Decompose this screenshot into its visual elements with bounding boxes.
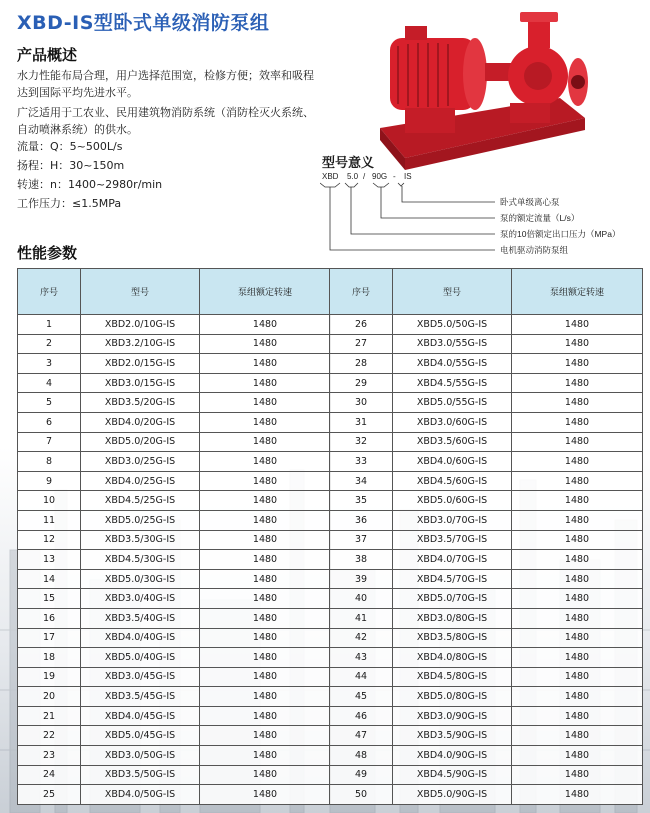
- overview-heading: 产品概述: [17, 46, 78, 64]
- cell-index: 39: [330, 569, 393, 589]
- table-row: [18, 687, 331, 707]
- cell-index: 37: [330, 530, 393, 550]
- cell-speed: 1480: [512, 628, 643, 648]
- table-row: [18, 726, 331, 746]
- table-row: [18, 510, 331, 530]
- cell-model: XBD5.0/90G-IS: [393, 785, 512, 805]
- cell-index: 22: [18, 726, 81, 746]
- cell-index: 45: [330, 687, 393, 707]
- cell-speed: 1480: [200, 510, 331, 530]
- cell-speed: 1480: [200, 608, 331, 628]
- cell-index: 41: [330, 608, 393, 628]
- spec-head: 扬程：H：30~150m: [17, 159, 125, 172]
- cell-model: XBD4.0/50G-IS: [81, 785, 200, 805]
- table-row: [330, 491, 643, 511]
- cell-speed: 1480: [200, 569, 331, 589]
- cell-model: XBD3.5/90G-IS: [393, 726, 512, 746]
- cell-speed: 1480: [512, 510, 643, 530]
- cell-speed: 1480: [512, 334, 643, 354]
- spec-speed: 转速：n：1400~2980r/min: [17, 178, 163, 191]
- cell-model: XBD5.0/50G-IS: [393, 315, 512, 335]
- cell-speed: 1480: [512, 432, 643, 452]
- table-row: [18, 765, 331, 785]
- cell-speed: 1480: [200, 412, 331, 432]
- cell-model: XBD2.0/10G-IS: [81, 315, 200, 335]
- table-row: [18, 550, 331, 570]
- col-header-model: 型号: [393, 269, 512, 315]
- cell-model: XBD5.0/70G-IS: [393, 589, 512, 609]
- meaning-pressure: 泵的10倍额定出口压力（MPa）: [500, 229, 621, 239]
- table-row: [330, 471, 643, 491]
- cell-model: XBD3.0/90G-IS: [393, 706, 512, 726]
- cell-index: 11: [18, 510, 81, 530]
- cell-speed: 1480: [512, 765, 643, 785]
- table-row: [18, 589, 331, 609]
- table-row: [330, 746, 643, 766]
- cell-speed: 1480: [200, 785, 331, 805]
- cell-model: XBD5.0/45G-IS: [81, 726, 200, 746]
- table-row: [330, 706, 643, 726]
- page-title: XBD-IS型卧式单级消防泵组: [17, 12, 270, 34]
- cell-index: 5: [18, 393, 81, 413]
- cell-index: 29: [330, 373, 393, 393]
- cell-index: 8: [18, 452, 81, 472]
- table-row: [330, 765, 643, 785]
- cell-index: 48: [330, 746, 393, 766]
- cell-model: XBD5.0/55G-IS: [393, 393, 512, 413]
- table-row: [330, 432, 643, 452]
- cell-model: XBD2.0/15G-IS: [81, 354, 200, 374]
- cell-index: 28: [330, 354, 393, 374]
- cell-model: XBD3.0/55G-IS: [393, 334, 512, 354]
- cell-speed: 1480: [200, 530, 331, 550]
- cell-index: 33: [330, 452, 393, 472]
- table-row: [18, 315, 331, 335]
- code-is: IS: [404, 172, 412, 181]
- spec-pressure: 工作压力：≤1.5MPa: [17, 197, 122, 210]
- cell-model: XBD3.0/70G-IS: [393, 510, 512, 530]
- table-row: [18, 432, 331, 452]
- cell-speed: 1480: [200, 687, 331, 707]
- table-row: [330, 687, 643, 707]
- code-flow: 5.0: [347, 172, 359, 181]
- table-row: [18, 530, 331, 550]
- table-row: [18, 569, 331, 589]
- col-header-index: 序号: [18, 269, 81, 315]
- table-row: [330, 530, 643, 550]
- cell-index: 36: [330, 510, 393, 530]
- table-row: [330, 785, 643, 805]
- cell-index: 27: [330, 334, 393, 354]
- cell-index: 9: [18, 471, 81, 491]
- cell-index: 2: [18, 334, 81, 354]
- cell-speed: 1480: [200, 706, 331, 726]
- model-meaning-heading: 型号意义: [322, 156, 375, 171]
- table-header-row: [330, 269, 643, 315]
- table-row: [18, 706, 331, 726]
- cell-speed: 1480: [200, 648, 331, 668]
- col-header-speed: 泵组额定转速: [512, 269, 643, 315]
- cell-speed: 1480: [200, 432, 331, 452]
- cell-index: 42: [330, 628, 393, 648]
- cell-model: XBD5.0/30G-IS: [81, 569, 200, 589]
- cell-model: XBD5.0/40G-IS: [81, 648, 200, 668]
- cell-index: 26: [330, 315, 393, 335]
- cell-model: XBD4.5/70G-IS: [393, 569, 512, 589]
- cell-speed: 1480: [512, 315, 643, 335]
- cell-speed: 1480: [512, 550, 643, 570]
- cell-model: XBD3.5/20G-IS: [81, 393, 200, 413]
- table-row: [18, 491, 331, 511]
- cell-model: XBD3.0/40G-IS: [81, 589, 200, 609]
- cell-speed: 1480: [512, 452, 643, 472]
- table-header-row: [18, 269, 331, 315]
- cell-speed: 1480: [512, 706, 643, 726]
- cell-model: XBD5.0/60G-IS: [393, 491, 512, 511]
- cell-model: XBD3.5/50G-IS: [81, 765, 200, 785]
- col-header-speed: 泵组额定转速: [200, 269, 331, 315]
- table-row: [330, 550, 643, 570]
- cell-model: XBD4.5/30G-IS: [81, 550, 200, 570]
- meaning-pump-type: 卧式单级离心泵: [500, 197, 560, 207]
- cell-model: XBD5.0/25G-IS: [81, 510, 200, 530]
- cell-index: 19: [18, 667, 81, 687]
- cell-model: XBD4.0/40G-IS: [81, 628, 200, 648]
- cell-speed: 1480: [512, 530, 643, 550]
- cell-model: XBD3.0/45G-IS: [81, 667, 200, 687]
- cell-index: 44: [330, 667, 393, 687]
- table-row: [330, 412, 643, 432]
- table-row: [18, 667, 331, 687]
- cell-index: 30: [330, 393, 393, 413]
- cell-speed: 1480: [200, 354, 331, 374]
- performance-table-right: [329, 268, 643, 805]
- cell-index: 47: [330, 726, 393, 746]
- cell-model: XBD3.0/80G-IS: [393, 608, 512, 628]
- code-dash: -: [393, 172, 396, 181]
- cell-index: 13: [18, 550, 81, 570]
- cell-model: XBD4.0/20G-IS: [81, 412, 200, 432]
- cell-index: 34: [330, 471, 393, 491]
- cell-index: 43: [330, 648, 393, 668]
- table-row: [18, 373, 331, 393]
- meaning-flow: 泵的额定流量（L/s）: [500, 213, 580, 223]
- cell-index: 46: [330, 706, 393, 726]
- cell-model: XBD3.2/10G-IS: [81, 334, 200, 354]
- cell-speed: 1480: [512, 373, 643, 393]
- table-row: [330, 373, 643, 393]
- table-row: [18, 746, 331, 766]
- cell-speed: 1480: [200, 452, 331, 472]
- table-row: [330, 667, 643, 687]
- cell-index: 23: [18, 746, 81, 766]
- table-row: [330, 726, 643, 746]
- cell-model: XBD4.0/80G-IS: [393, 648, 512, 668]
- code-slash: /: [363, 172, 366, 181]
- cell-model: XBD3.5/80G-IS: [393, 628, 512, 648]
- cell-model: XBD3.5/45G-IS: [81, 687, 200, 707]
- table-row: [330, 510, 643, 530]
- table-row: [18, 334, 331, 354]
- cell-model: XBD4.0/90G-IS: [393, 746, 512, 766]
- cell-speed: 1480: [200, 471, 331, 491]
- table-row: [18, 452, 331, 472]
- overview-paragraph-2: 广泛适用于工农业、民用建筑物消防系统（消防栓灭火系统、 自动喷淋系统）的供水。: [17, 106, 314, 136]
- cell-model: XBD4.0/25G-IS: [81, 471, 200, 491]
- cell-speed: 1480: [512, 726, 643, 746]
- table-row: [18, 628, 331, 648]
- cell-index: 25: [18, 785, 81, 805]
- table-row: [330, 354, 643, 374]
- table-row: [18, 471, 331, 491]
- cell-index: 49: [330, 765, 393, 785]
- table-row: [330, 569, 643, 589]
- cell-model: XBD4.0/55G-IS: [393, 354, 512, 374]
- meaning-motor: 电机驱动消防泵组: [500, 245, 569, 255]
- cell-index: 4: [18, 373, 81, 393]
- cell-index: 18: [18, 648, 81, 668]
- cell-model: XBD3.5/60G-IS: [393, 432, 512, 452]
- cell-index: 32: [330, 432, 393, 452]
- cell-speed: 1480: [200, 315, 331, 335]
- performance-table-left: [17, 268, 331, 805]
- cell-model: XBD3.5/30G-IS: [81, 530, 200, 550]
- cell-speed: 1480: [512, 648, 643, 668]
- cell-model: XBD4.0/60G-IS: [393, 452, 512, 472]
- overview-paragraph-1: 水力性能布局合理，用户选择范围宽，检修方便；效率和吸程 达到国际平均先进水平。: [17, 69, 314, 99]
- cell-model: XBD4.5/90G-IS: [393, 765, 512, 785]
- code-xbd: XBD: [322, 172, 339, 181]
- cell-speed: 1480: [200, 628, 331, 648]
- cell-model: XBD4.0/70G-IS: [393, 550, 512, 570]
- cell-model: XBD3.0/15G-IS: [81, 373, 200, 393]
- cell-speed: 1480: [200, 726, 331, 746]
- table-row: [330, 589, 643, 609]
- cell-index: 24: [18, 765, 81, 785]
- cell-speed: 1480: [200, 393, 331, 413]
- cell-index: 38: [330, 550, 393, 570]
- cell-model: XBD3.0/50G-IS: [81, 746, 200, 766]
- cell-speed: 1480: [200, 589, 331, 609]
- cell-model: XBD4.5/55G-IS: [393, 373, 512, 393]
- cell-index: 17: [18, 628, 81, 648]
- table-row: [18, 354, 331, 374]
- cell-index: 7: [18, 432, 81, 452]
- table-row: [330, 315, 643, 335]
- table-row: [330, 393, 643, 413]
- cell-model: XBD3.5/70G-IS: [393, 530, 512, 550]
- table-row: [18, 785, 331, 805]
- cell-index: 3: [18, 354, 81, 374]
- cell-index: 10: [18, 491, 81, 511]
- cell-index: 50: [330, 785, 393, 805]
- cell-speed: 1480: [200, 765, 331, 785]
- cell-speed: 1480: [512, 589, 643, 609]
- model-meaning-diagram: [320, 170, 640, 260]
- code-pressure: 90G: [372, 172, 388, 181]
- cell-model: XBD5.0/20G-IS: [81, 432, 200, 452]
- col-header-index: 序号: [330, 269, 393, 315]
- cell-speed: 1480: [200, 491, 331, 511]
- cell-model: XBD4.5/80G-IS: [393, 667, 512, 687]
- cell-speed: 1480: [200, 373, 331, 393]
- table-row: [330, 608, 643, 628]
- cell-index: 16: [18, 608, 81, 628]
- table-row: [330, 452, 643, 472]
- col-header-model: 型号: [81, 269, 200, 315]
- cell-speed: 1480: [512, 491, 643, 511]
- cell-speed: 1480: [512, 393, 643, 413]
- cell-speed: 1480: [512, 354, 643, 374]
- cell-speed: 1480: [512, 667, 643, 687]
- table-row: [330, 648, 643, 668]
- table-row: [18, 393, 331, 413]
- table-row: [18, 412, 331, 432]
- cell-speed: 1480: [512, 608, 643, 628]
- pump-product-image: [360, 8, 595, 176]
- cell-speed: 1480: [512, 687, 643, 707]
- cell-model: XBD3.0/60G-IS: [393, 412, 512, 432]
- cell-model: XBD5.0/80G-IS: [393, 687, 512, 707]
- cell-speed: 1480: [512, 471, 643, 491]
- cell-model: XBD3.0/25G-IS: [81, 452, 200, 472]
- cell-speed: 1480: [512, 569, 643, 589]
- performance-heading: 性能参数: [17, 244, 78, 262]
- cell-model: XBD4.0/45G-IS: [81, 706, 200, 726]
- cell-index: 20: [18, 687, 81, 707]
- cell-index: 40: [330, 589, 393, 609]
- cell-speed: 1480: [200, 550, 331, 570]
- spec-flow: 流量：Q：5~500L/s: [17, 140, 123, 153]
- cell-model: XBD4.5/25G-IS: [81, 491, 200, 511]
- cell-index: 6: [18, 412, 81, 432]
- cell-speed: 1480: [512, 412, 643, 432]
- table-row: [18, 648, 331, 668]
- cell-speed: 1480: [512, 746, 643, 766]
- cell-index: 14: [18, 569, 81, 589]
- spec-list: [17, 137, 162, 213]
- cell-index: 12: [18, 530, 81, 550]
- cell-speed: 1480: [512, 785, 643, 805]
- cell-index: 31: [330, 412, 393, 432]
- cell-model: XBD4.5/60G-IS: [393, 471, 512, 491]
- table-row: [330, 334, 643, 354]
- cell-model: XBD3.5/40G-IS: [81, 608, 200, 628]
- table-row: [18, 608, 331, 628]
- cell-speed: 1480: [200, 667, 331, 687]
- cell-index: 15: [18, 589, 81, 609]
- cell-index: 21: [18, 706, 81, 726]
- cell-index: 35: [330, 491, 393, 511]
- cell-speed: 1480: [200, 334, 331, 354]
- cell-index: 1: [18, 315, 81, 335]
- table-row: [330, 628, 643, 648]
- cell-speed: 1480: [200, 746, 331, 766]
